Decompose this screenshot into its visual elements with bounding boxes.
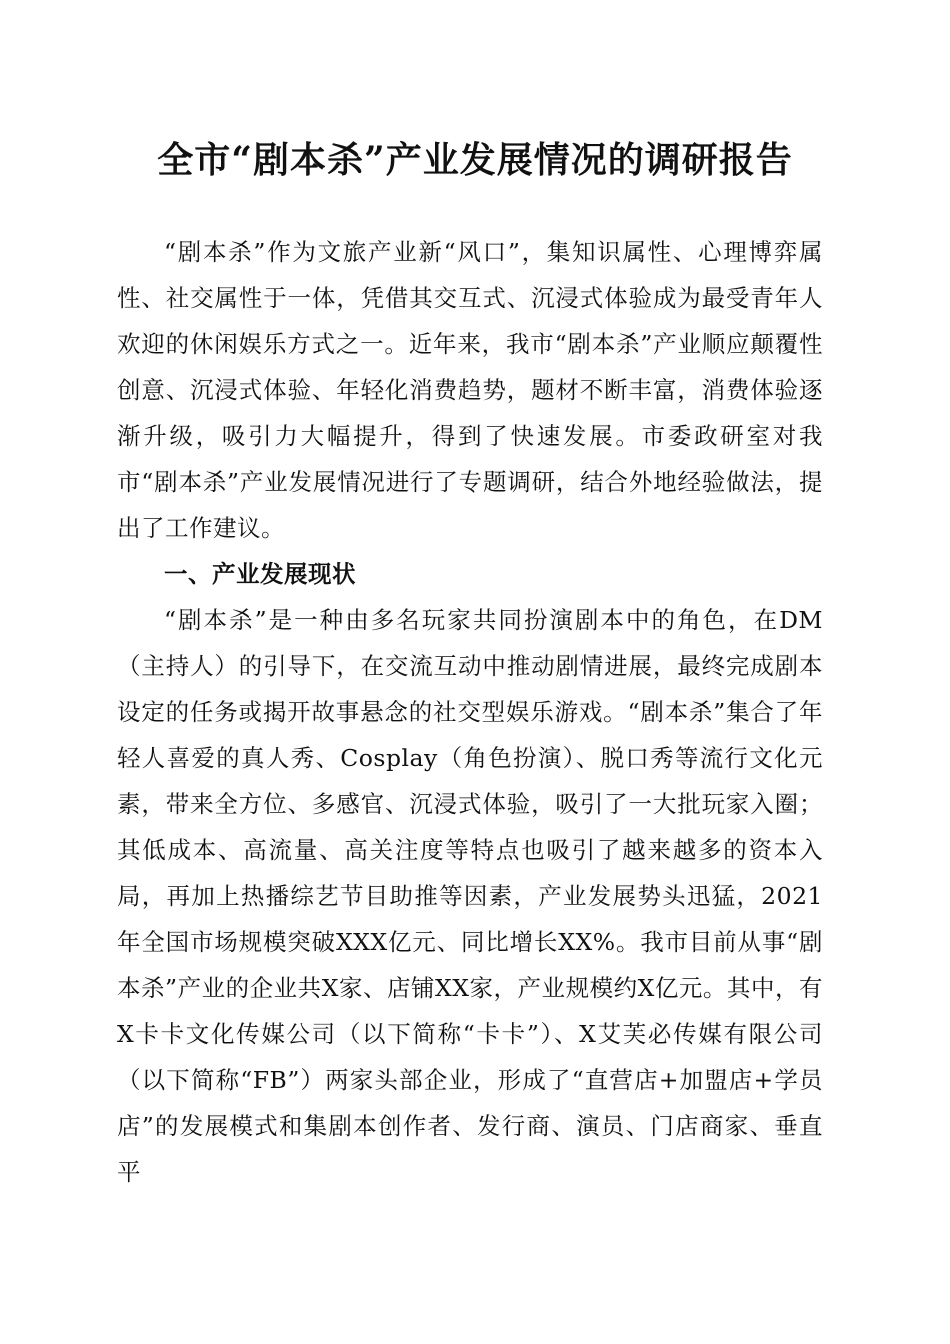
section-heading: 一、产业发展现状 (164, 560, 356, 588)
document-body (117, 229, 823, 1195)
document-title: 全市“剧本杀”产业发展情况的调研报告 (157, 139, 793, 181)
intro-paragraph: “剧本杀”作为文旅产业新“风口”，集知识属性、心理博弈属性、社交属性于一体，凭借其交互式、沉浸式体验成为最受青年人欢迎的休闲娱乐方式之一。近年来，我市“剧本杀”产业顺应颠覆性创意、沉浸式体验、年轻化消费趋势，题材不断丰富，消费体验逐渐升级，吸引力大幅提升，得到了快速发展。市委政研室对我市“剧本杀”产业发展情况进行了专题调研，结合外地经验做法，提出了工作建议。 (117, 238, 823, 542)
section-paragraph: “剧本杀”是一种由多名玩家共同扮演剧本中的角色，在DM（主持人）的引导下，在交流互动中推动剧情进展，最终完成剧本设定的任务或揭开故事悬念的社交型娱乐游戏。“剧本杀”集合了年轻人喜爱的真人秀、Cosplay（角色扮演）、脱口秀等流行文化元素，带来全方位、多感官、沉浸式体验，吸引了一大批玩家入圈；其低成本、高流量、高关注度等特点也吸引了越来越多的资本入局，再加上热播综艺节目助推等因素，产业发展势头迅猛，2021年全国市场规模突破XXX亿元、同比增长XX%。我市目前从事“剧本杀”产业的企业共X家、店铺XX家，产业规模约X亿元。其中，有X卡卡文化传媒公司（以下简称“卡卡”）、X艾芙必传媒有限公司（以下简称“FB”）两家头部企业，形成了“直营店+加盟店+学员店”的发展模式和集剧本创作者、发行商、演员、门店商家、垂直平 (117, 606, 823, 1186)
